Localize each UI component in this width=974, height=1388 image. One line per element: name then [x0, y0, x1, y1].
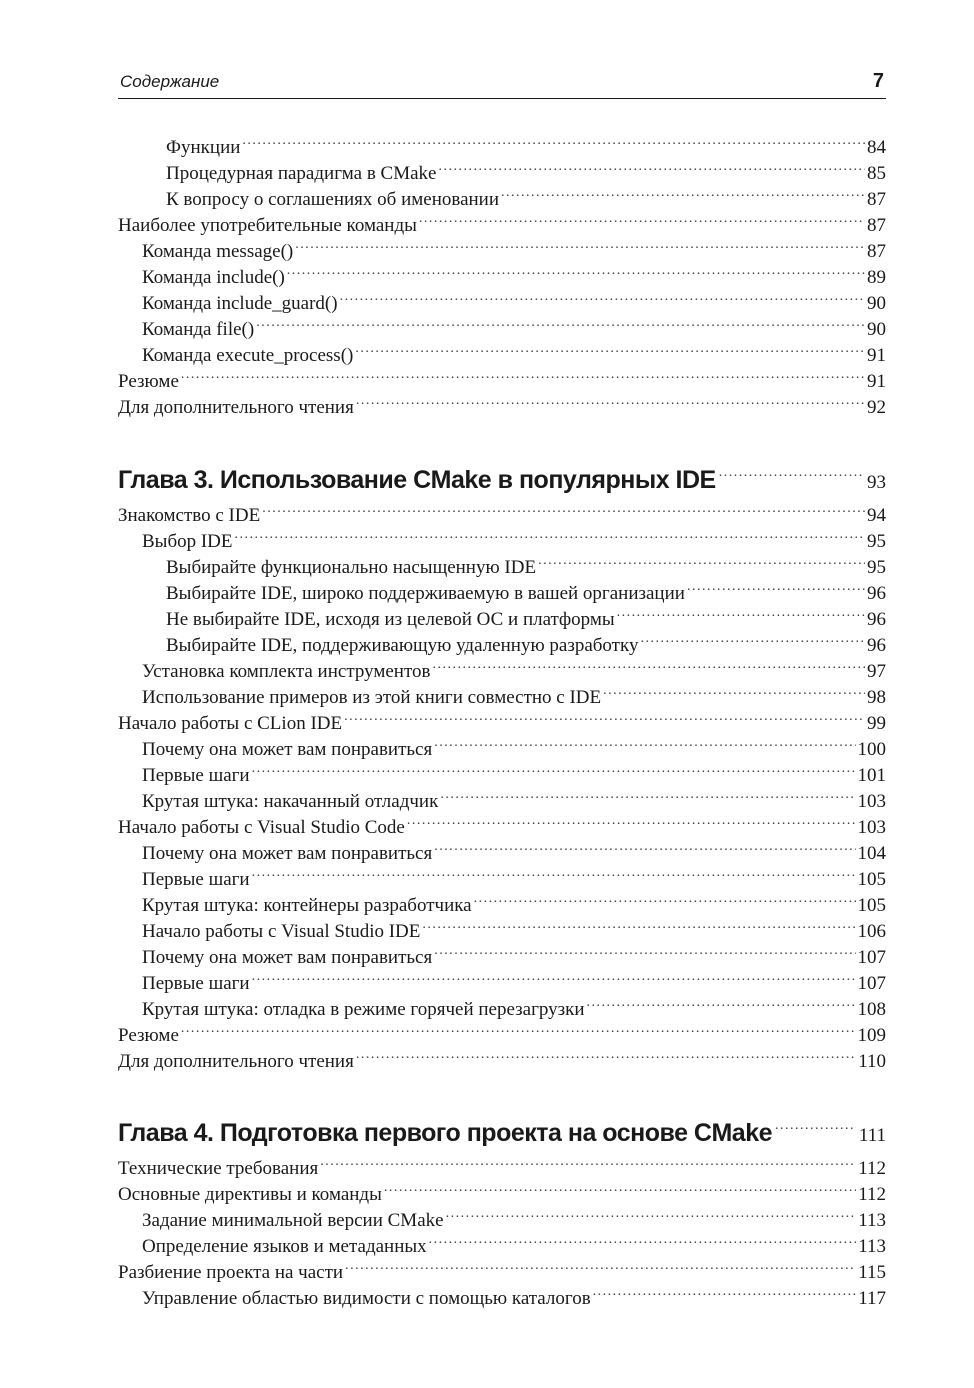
toc-entry-page: 95 [867, 557, 886, 578]
toc-entry-title: Начало работы с Visual Studio IDE [142, 921, 421, 942]
toc-entry-page: 112 [858, 1184, 886, 1205]
toc-entry-title: Резюме [118, 371, 179, 392]
toc-entry[interactable] [118, 547, 886, 578]
toc-entry-page: 87 [867, 189, 886, 210]
chapter-row[interactable] [118, 454, 886, 494]
toc-entry-title: Технические требования [118, 1158, 319, 1179]
chapter-row[interactable] [118, 1107, 886, 1147]
toc-entry-title: Основные директивы и команды [118, 1184, 382, 1205]
toc-entry-title: Почему она может вам понравиться [142, 947, 433, 968]
toc-entry-title: Команда message() [142, 241, 294, 262]
dot-leader [344, 703, 865, 729]
toc-block-2 [118, 495, 886, 1072]
chapter-4-heading [118, 1107, 886, 1147]
dot-leader [256, 309, 865, 335]
dot-leader [356, 387, 865, 413]
toc-entry-title: Для дополнительного чтения [118, 1051, 354, 1072]
dot-leader [434, 937, 855, 963]
toc-entry-title: Управление областью видимости с помощью каталогов [142, 1288, 591, 1309]
chapter-title: Глава 3. Использование CMake в популярных IDE [118, 466, 716, 494]
toc-entry[interactable] [118, 361, 886, 392]
dot-leader [235, 521, 865, 547]
toc-entry-page: 103 [857, 791, 886, 812]
dot-leader [407, 807, 856, 833]
toc-entry-title: Процедурная парадигма в CMake [166, 163, 437, 184]
toc-entry-title: Крутая штука: накачанный отладчик [142, 791, 439, 812]
toc-entry-title: Задание минимальной версии CMake [142, 1210, 444, 1231]
toc-entry-title: Выбирайте функционально насыщенную IDE [166, 557, 537, 578]
toc-entry-page: 85 [867, 163, 886, 184]
toc-entry-title: Определение языков и метаданных [142, 1236, 427, 1257]
toc-entry-title: Не выбирайте IDE, исходя из целевой ОС и платформы [166, 609, 615, 630]
toc-entry-page: 91 [867, 371, 886, 392]
toc-entry-title: Знакомство с IDE [118, 505, 261, 526]
toc-entry-page: 87 [867, 241, 886, 262]
toc-entry-page: 84 [867, 137, 886, 158]
chapter-page: 93 [867, 472, 886, 493]
toc-entry-title: Выбирайте IDE, широко поддерживаемую в вашей организации [166, 583, 685, 604]
toc-entry-title: Установка комплекта инструментов [142, 661, 431, 682]
dot-leader [775, 1107, 856, 1141]
toc-entry-page: 108 [857, 999, 886, 1020]
dot-leader [501, 179, 865, 205]
toc-entry-page: 106 [857, 921, 886, 942]
toc-entry-title: Выбирайте IDE, поддерживающую удаленную разработку [166, 635, 639, 656]
dot-leader [262, 495, 865, 521]
toc-entry-title: Почему она может вам понравиться [142, 739, 433, 760]
dot-leader [438, 153, 865, 179]
toc-entry[interactable] [118, 1041, 886, 1072]
toc-entry-page: 90 [867, 293, 886, 314]
toc-entry-title: Разбиение проекта на части [118, 1262, 344, 1283]
dot-leader [593, 1278, 857, 1304]
dot-leader [617, 599, 865, 625]
toc-entry-title: Первые шаги [142, 973, 250, 994]
toc-entry-page: 98 [867, 687, 886, 708]
toc-entry-title: Почему она может вам понравиться [142, 843, 433, 864]
toc-entry-title: Крутая штука: контейнеры разработчика [142, 895, 472, 916]
chapter-title: Глава 4. Подготовка первого проекта на основе CMake [118, 1119, 773, 1147]
toc-entry-title: К вопросу о соглашениях об именовании [166, 189, 500, 210]
dot-leader [474, 885, 856, 911]
toc-entry-page: 99 [867, 713, 886, 734]
dot-leader [446, 1200, 857, 1226]
toc-entry-title: Использование примеров из этой книги совместно с IDE [142, 687, 602, 708]
toc-entry-title: Команда include_guard() [142, 293, 338, 314]
chapter-page: 111 [858, 1125, 886, 1146]
toc-entry-title: Команда file() [142, 319, 255, 340]
dot-leader [384, 1174, 856, 1200]
dot-leader [603, 677, 865, 703]
toc-entry-title: Первые шаги [142, 869, 250, 890]
toc-entry-page: 105 [857, 869, 886, 890]
toc-entry-page: 89 [867, 267, 886, 288]
dot-leader [345, 1252, 856, 1278]
toc-entry-title: Начало работы с CLion IDE [118, 713, 343, 734]
toc-entry-page: 96 [867, 635, 886, 656]
dot-leader [429, 1226, 857, 1252]
toc-entry-page: 101 [857, 765, 886, 786]
toc-entry[interactable] [118, 387, 886, 418]
dot-leader [640, 625, 865, 651]
toc-entry-page: 103 [857, 817, 886, 838]
toc-entry[interactable] [118, 1015, 886, 1046]
toc-entry-page: 96 [867, 609, 886, 630]
toc-entry-page: 100 [857, 739, 886, 760]
dot-leader [181, 1015, 856, 1041]
dot-leader [242, 127, 865, 153]
toc-entry-title: Начало работы с Visual Studio Code [118, 817, 405, 838]
toc-entry-title: Резюме [118, 1025, 179, 1046]
toc-entry-page: 115 [858, 1262, 886, 1283]
dot-leader [320, 1148, 856, 1174]
dot-leader [356, 1041, 856, 1067]
toc-entry-page: 96 [867, 583, 886, 604]
toc-entry[interactable] [118, 1148, 886, 1179]
dot-leader [587, 989, 856, 1015]
toc-block-1 [118, 127, 886, 418]
toc-entry-page: 90 [867, 319, 886, 340]
dot-leader [719, 454, 864, 488]
dot-leader [287, 257, 865, 283]
toc-entry-title: Первые шаги [142, 765, 250, 786]
dot-leader [295, 231, 865, 257]
toc-entry-title: Команда include() [142, 267, 285, 288]
toc-entry-page: 87 [867, 215, 886, 236]
dot-leader [687, 573, 865, 599]
running-head [118, 68, 886, 99]
dot-leader [440, 781, 855, 807]
toc-entry-page: 97 [867, 661, 886, 682]
page-number: 7 [872, 70, 884, 92]
toc-entry-title: Для дополнительного чтения [118, 397, 354, 418]
dot-leader [434, 833, 855, 859]
toc-entry-page: 91 [867, 345, 886, 366]
toc-entry-page: 109 [857, 1025, 886, 1046]
toc-entry[interactable] [118, 495, 886, 526]
dot-leader [355, 335, 865, 361]
toc-block-3 [118, 1148, 886, 1309]
toc-entry-page: 117 [858, 1288, 886, 1309]
toc-entry-page: 107 [857, 947, 886, 968]
toc-entry-page: 95 [867, 531, 886, 552]
toc-entry-page: 92 [867, 397, 886, 418]
toc-entry-page: 110 [858, 1051, 886, 1072]
dot-leader [252, 859, 856, 885]
dot-leader [252, 755, 856, 781]
toc-entry-page: 107 [857, 973, 886, 994]
dot-leader [433, 651, 866, 677]
toc-entry-page: 104 [857, 843, 886, 864]
toc-entry-page: 94 [867, 505, 886, 526]
chapter-3-heading [118, 454, 886, 494]
dot-leader [181, 361, 865, 387]
toc-entry-title: Команда execute_process() [142, 345, 354, 366]
toc-entry-title: Крутая штука: отладка в режиме горячей перезагрузки [142, 999, 585, 1020]
toc-entry-title: Наиболее употребительные команды [118, 215, 417, 236]
dot-leader [252, 963, 856, 989]
toc-entry-page: 105 [857, 895, 886, 916]
dot-leader [422, 911, 855, 937]
toc-entry-title: Функции [166, 137, 241, 158]
toc-entry[interactable] [118, 127, 886, 158]
dot-leader [419, 205, 865, 231]
section-title: Содержание [120, 72, 220, 91]
toc-entry-page: 113 [858, 1210, 886, 1231]
toc-entry-title: Выбор IDE [142, 531, 233, 552]
dot-leader [538, 547, 865, 573]
dot-leader [340, 283, 865, 309]
toc-entry-page: 112 [858, 1158, 886, 1179]
toc-entry-page: 113 [858, 1236, 886, 1257]
dot-leader [434, 729, 855, 755]
